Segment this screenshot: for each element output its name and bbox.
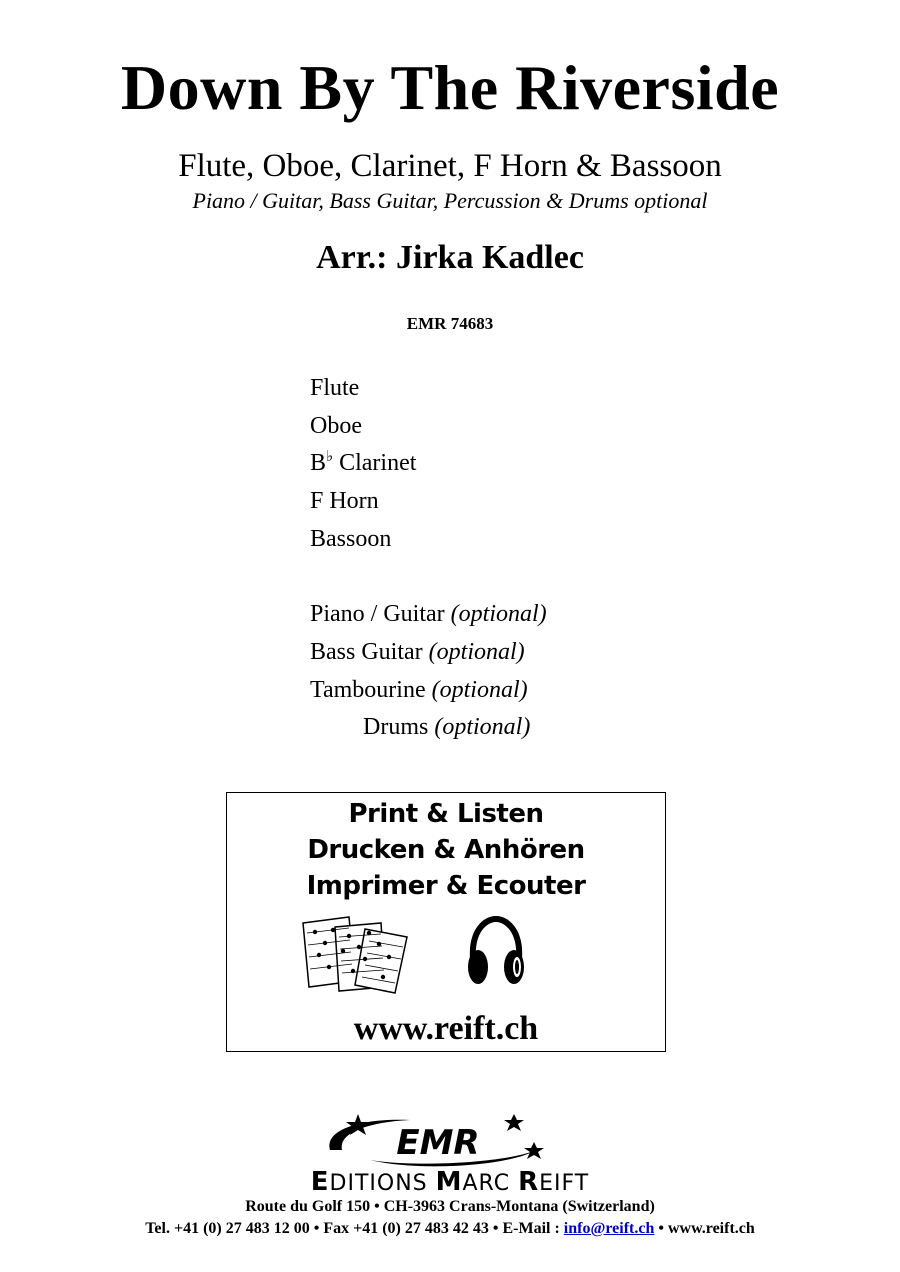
promo-line-french: Imprimer & Ecouter: [306, 871, 586, 901]
tambourine-label: Tambourine: [310, 676, 426, 703]
part-flute: Flute: [310, 375, 360, 401]
publisher-word-arc: ARC: [462, 1171, 519, 1196]
arranger: Arr.: Jirka Kadlec: [316, 239, 584, 276]
part-bass-guitar: [310, 634, 710, 672]
piano-label: Piano / Guitar: [310, 601, 445, 628]
parts-list: [310, 370, 710, 747]
publisher-initial-e: E: [310, 1167, 330, 1197]
optional-tag: (optional): [434, 714, 531, 741]
part-clarinet: [310, 445, 710, 483]
part-tambourine: [310, 672, 710, 710]
sheet-music-icon: [299, 915, 411, 995]
clarinet-label: Clarinet: [333, 450, 417, 477]
contact-website: • www.reift.ch: [654, 1220, 755, 1237]
publisher-initial-m: M: [435, 1167, 463, 1197]
score-title: Down By The Riverside: [120, 52, 780, 123]
publisher-contact: [0, 1218, 900, 1240]
publisher-name: [0, 1168, 900, 1198]
promo-url[interactable]: www.reift.ch: [353, 1010, 539, 1047]
promo-line-english: Print & Listen: [348, 799, 544, 829]
print-listen-box: [226, 792, 666, 1052]
catalog-number: EMR 74683: [406, 314, 494, 333]
publisher-initial-r: R: [518, 1167, 540, 1197]
logo-text: EMR: [396, 1123, 480, 1163]
publisher-word-eift: EIFT: [539, 1171, 590, 1196]
part-horn: F Horn: [310, 488, 379, 515]
part-piano: [310, 596, 710, 634]
emr-logo: [310, 1110, 550, 1172]
clarinet-key: B: [310, 450, 327, 477]
parts-gap: [310, 559, 710, 597]
optional-tag: (optional): [431, 676, 528, 703]
contact-phone-fax: Tel. +41 (0) 27 483 12 00 • Fax +41 (0) 27 483 42 43 • E-Mail :: [145, 1220, 564, 1237]
publisher-word-ditions: DITIONS: [329, 1171, 436, 1196]
part-bassoon: Bassoon: [310, 525, 392, 552]
flat-sign: ♭: [326, 449, 334, 466]
email-link[interactable]: info@reift.ch: [563, 1220, 655, 1237]
optional-tag: (optional): [450, 601, 547, 628]
publisher-address: Route du Golf 150 • CH-3963 Crans-Montana (Switzerland): [245, 1198, 655, 1215]
part-oboe: Oboe: [310, 412, 362, 439]
optional-tag: (optional): [428, 638, 525, 665]
bass-guitar-label: Bass Guitar: [310, 638, 423, 665]
optional-instruments: Piano / Guitar, Bass Guitar, Percussion & Drums optional: [192, 188, 708, 213]
promo-line-german: Drucken & Anhören: [307, 835, 585, 865]
drums-label: Drums: [363, 714, 429, 741]
part-drums: [310, 709, 710, 747]
instrumentation: Flute, Oboe, Clarinet, F Horn & Bassoon: [178, 148, 722, 184]
headphones-icon: [465, 915, 527, 989]
